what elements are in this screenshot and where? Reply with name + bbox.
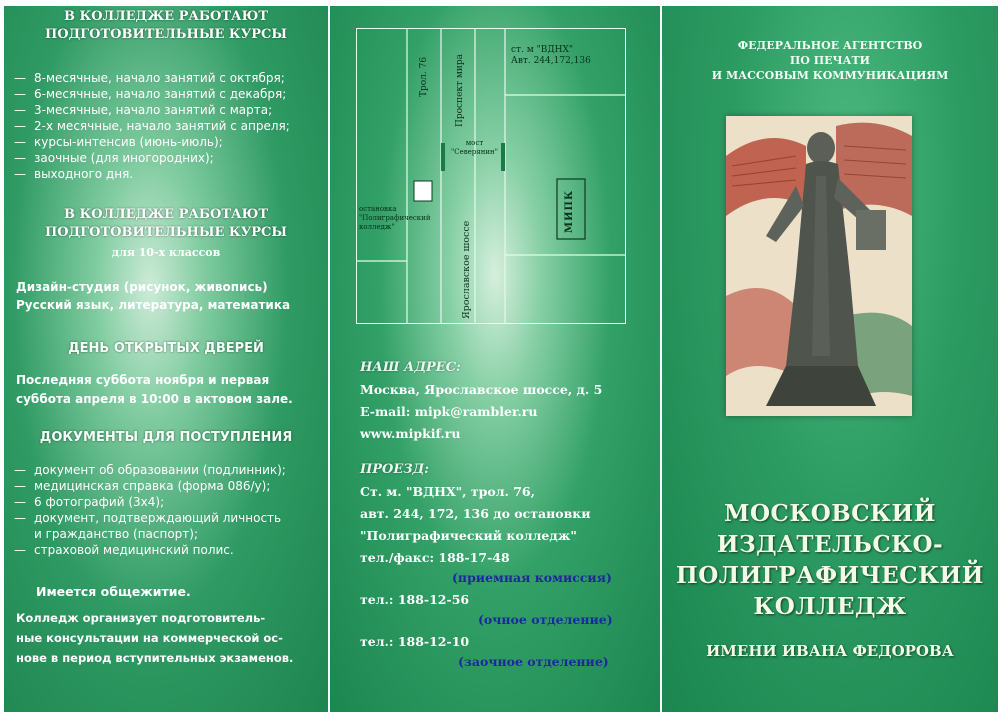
open-day-title: ДЕНЬ ОТКРЫТЫХ ДВЕРЕЙ xyxy=(68,341,264,356)
courses10-title: В КОЛЛЕДЖЕ РАБОТАЮТ ПОДГОТОВИТЕЛЬНЫЕ КУРСЫ xyxy=(45,207,287,240)
docs-title: ДОКУМЕНТЫ ДЛЯ ПОСТУПЛЕНИЯ xyxy=(39,430,293,445)
address-line: www.mipkif.ru xyxy=(360,426,461,441)
list-item: — 2-х месячные, начало занятий с апреля; xyxy=(4,118,324,134)
address-line: Москва, Ярославское шоссе, д. 5 xyxy=(360,382,603,397)
phone-line: тел./факс: 188-17-48 xyxy=(360,550,510,565)
list-item: — документ, подтверждающий личность и гражданство (паспорт); xyxy=(4,510,324,542)
phone-line: тел.: 188-12-56 xyxy=(360,592,470,607)
address-line: E-mail: mipk@rambler.ru xyxy=(360,404,538,419)
phone-line: тел.: 188-12-10 xyxy=(360,634,470,649)
courses10-line: Русский язык, литература, математика xyxy=(16,298,291,312)
bus-stop-marker xyxy=(414,181,432,201)
phone-note: (приемная комиссия) xyxy=(452,570,612,585)
courses10-line: Дизайн-студия (рисунок, живопись) xyxy=(16,280,268,294)
list-item: — заочные (для иногородних); xyxy=(4,150,324,166)
right-panel xyxy=(662,6,998,712)
left-panel xyxy=(4,6,328,712)
courses-title: В КОЛЛЕДЖЕ РАБОТАЮТ ПОДГОТОВИТЕЛЬНЫЕ КУРСЫ xyxy=(45,9,287,42)
phone-note: (заочное отделение) xyxy=(458,654,609,669)
map-label-highway: Ярославское шоссе xyxy=(461,220,472,319)
bridge-mark xyxy=(441,143,445,171)
docs-list xyxy=(4,462,324,558)
map-label-metro: ст. м "ВДНХ" Авт. 244,172,136 xyxy=(511,45,591,66)
agency-name: ФЕДЕРАЛЬНОЕ АГЕНТСТВО ПО ПЕЧАТИ И МАССОВЫМ КОММУНИКАЦИЯМ xyxy=(711,39,949,82)
route-line: "Полиграфический колледж" xyxy=(360,528,577,543)
dorm-text: Имеется общежитие. xyxy=(36,584,191,599)
list-item: — документ об образовании (подлинник); xyxy=(4,462,324,478)
college-title: МОСКОВСКИЙ ИЗДАТЕЛЬСКО- ПОЛИГРАФИЧЕСКИЙ КОЛЛЕДЖ xyxy=(675,500,984,620)
list-item: — курсы-интенсив (июнь-июль); xyxy=(4,134,324,150)
map-label-bridge: мост "Северянин" xyxy=(451,139,498,156)
bridge-mark xyxy=(501,143,505,171)
courses10-subtitle: для 10-х классов xyxy=(111,246,221,259)
college-subtitle: ИМЕНИ ИВАНА ФЕДОРОВА xyxy=(706,642,954,660)
list-item: — страховой медицинский полис. xyxy=(4,542,324,558)
list-item: — 6 фотографий (3х4); xyxy=(4,494,324,510)
map-roads xyxy=(357,29,625,323)
open-day-text: Последняя суббота ноября и первая суббота апреля в 10:00 в актовом зале. xyxy=(16,373,293,406)
map-label-stop: остановка "Полиграфический колледж" xyxy=(359,205,431,231)
location-map xyxy=(356,28,626,324)
route-line: Ст. м. "ВДНХ", трол. 76, xyxy=(360,484,535,499)
consult-text: Колледж организует подготовитель- ные консультации на коммерческой ос- нове в период вступительных экзаменов. xyxy=(16,611,294,665)
monument-illustration xyxy=(726,116,912,416)
courses-list xyxy=(4,70,324,182)
fedorov-monument-photo xyxy=(726,116,912,416)
phone-note: (очное отделение) xyxy=(478,612,613,627)
address-title: НАШ АДРЕС: xyxy=(360,360,461,375)
map-label-mipk: МИПК xyxy=(564,189,575,233)
list-item: — 3-месячные, начало занятий с марта; xyxy=(4,102,324,118)
map-label-prospect: Проспект мира xyxy=(455,54,465,127)
route-title: ПРОЕЗД: xyxy=(360,462,430,477)
route-line: авт. 244, 172, 136 до остановки xyxy=(360,506,591,521)
list-item: — медицинская справка (форма 086/у); xyxy=(4,478,324,494)
list-item: — 8-месячные, начало занятий с октября; xyxy=(4,70,324,86)
map-label-trol: Трол. 76 xyxy=(419,56,429,97)
list-item: — 6-месячные, начало занятий с декабря; xyxy=(4,86,324,102)
list-item: — выходного дня. xyxy=(4,166,324,182)
middle-panel xyxy=(330,6,660,712)
